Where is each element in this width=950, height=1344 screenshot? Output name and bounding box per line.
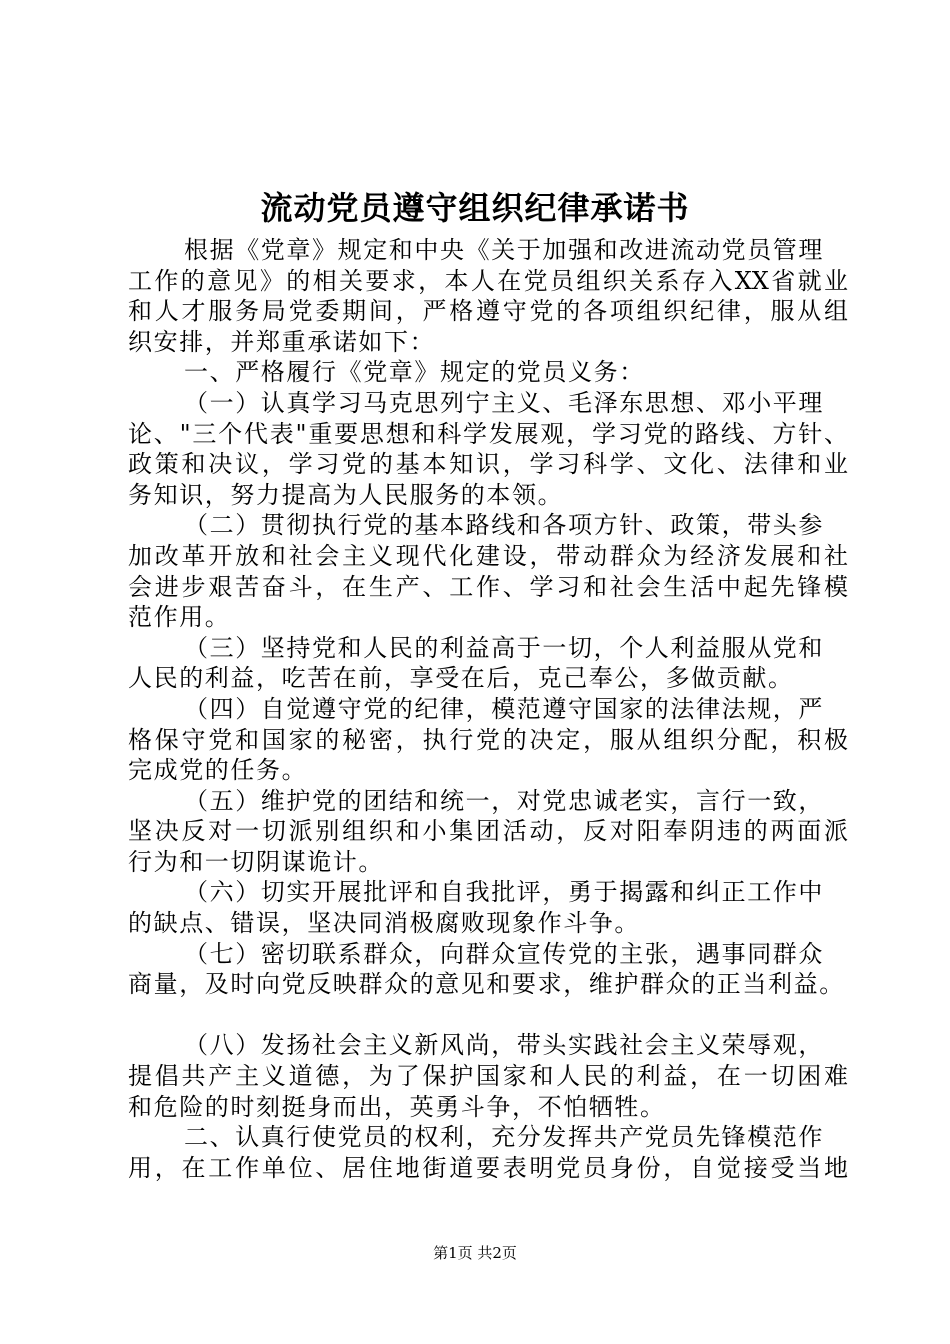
text-line: 人民的利益，吃苦在前，享受在后，克己奉公，多做贡献。 — [128, 664, 794, 693]
text-line: 论、"三个代表"重要思想和科学发展观，学习党的路线、方针、 — [128, 419, 848, 448]
text-line: 提倡共产主义道德，为了保护国家和人民的利益，在一切困难 — [128, 1062, 848, 1091]
text-line: 根据《党章》规定和中央《关于加强和改进流动党员管理 — [184, 236, 824, 264]
text-line: 的缺点、错误，坚决同消极腐败现象作斗争。 — [128, 909, 640, 938]
text-line: 加改革开放和社会主义现代化建设，带动群众为经济发展和社 — [128, 541, 848, 570]
document-body — [128, 235, 848, 1183]
text-line: 范作用。 — [128, 603, 231, 632]
text-line: 政策和决议，学习党的基本知识，学习科学、文化、法律和业 — [128, 450, 848, 479]
text-line: 务知识，努力提高为人民服务的本领。 — [128, 480, 564, 509]
text-line: 商量，及时向党反映群众的意见和要求，维护群众的正当利益。 — [128, 970, 845, 999]
text-line: （八）发扬社会主义新风尚，带头实践社会主义荣辱观， — [184, 1031, 824, 1060]
section-heading: 一、严格履行《党章》规定的党员义务： — [184, 358, 645, 387]
section-heading: 二、认真行使党员的权利，充分发挥共产党员先锋模范作 — [184, 1123, 824, 1152]
blank-line — [128, 1000, 848, 1031]
text-line: 和人才服务局党委期间，严格遵守党的各项组织纪律，服从组 — [128, 297, 848, 326]
text-line: 和危险的时刻挺身而出，英勇斗争，不怕牺牲。 — [128, 1092, 666, 1121]
text-line: （五）维护党的团结和统一，对党忠诚老实，言行一致， — [184, 786, 824, 815]
document-title: 流动党员遵守组织纪律承诺书 — [260, 189, 690, 227]
page-footer: 第1页 共2页 — [433, 1244, 517, 1262]
text-line: （三）坚持党和人民的利益高于一切，个人利益服从党和 — [184, 633, 824, 662]
text-line: （七）密切联系群众，向群众宣传党的主张，遇事同群众 — [184, 939, 824, 968]
text-line: 完成党的任务。 — [128, 756, 308, 785]
text-line: （四）自觉遵守党的纪律，模范遵守国家的法律法规，严 — [184, 694, 824, 723]
text-line: 格保守党和国家的秘密，执行党的决定，服从组织分配，积极 — [128, 725, 848, 754]
text-line: （一）认真学习马克思列宁主义、毛泽东思想、邓小平理 — [184, 388, 824, 417]
text-line: （二）贯彻执行党的基本路线和各项方针、政策，带头参 — [184, 511, 824, 540]
text-line: 会进步艰苦奋斗，在生产、工作、学习和社会生活中起先锋模 — [128, 572, 848, 601]
text-line: 工作的意见》的相关要求，本人在党员组织关系存入XX省就业 — [128, 266, 848, 295]
text-line: 坚决反对一切派别组织和小集团活动，反对阳奉阴违的两面派 — [128, 817, 848, 846]
text-line: 行为和一切阴谋诡计。 — [128, 847, 384, 876]
text-line: （六）切实开展批评和自我批评，勇于揭露和纠正工作中 — [184, 878, 824, 907]
text-line: 织安排，并郑重承诺如下： — [128, 327, 436, 356]
text-line: 用，在工作单位、居住地街道要表明党员身份，自觉接受当地 — [128, 1153, 848, 1182]
